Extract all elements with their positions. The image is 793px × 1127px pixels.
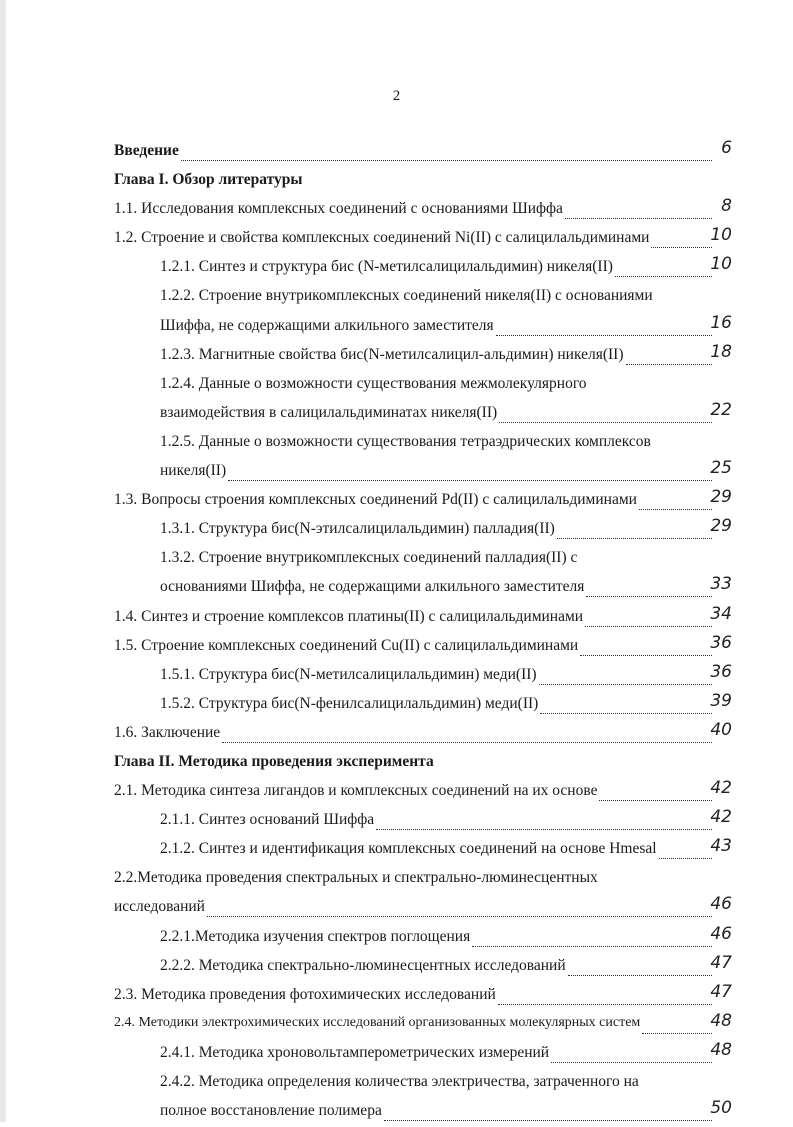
toc-entry-title: 2.1.1. Синтез оснований Шиффа xyxy=(160,811,375,829)
toc-page-number: 47 xyxy=(710,981,732,1002)
toc-entry-title: 1.2.3. Магнитные свойства бис(N-метилсалицил-альдимин) никеля(II) xyxy=(160,345,624,363)
toc-page-number: 10 xyxy=(710,254,732,275)
toc-entry-title: взаимодействия в салицилальдиминатах никеля(II) xyxy=(160,403,498,421)
toc-entry xyxy=(114,225,732,254)
toc-entry-title: 2.1. Методика синтеза лигандов и комплексных соединений на их основе xyxy=(114,782,598,800)
toc-entry xyxy=(114,807,732,836)
toc-leader-dots xyxy=(642,1015,712,1034)
toc-entry xyxy=(114,545,732,574)
toc-leader-dots xyxy=(384,1102,712,1121)
toc-entry-title: Глава II. Методика проведения эксперимента xyxy=(114,752,434,770)
toc-entry-title: 2.4.2. Методика определения количества электричества, затраченного на xyxy=(160,1073,639,1090)
toc-page-number: 10 xyxy=(710,225,732,246)
toc-page-number: 25 xyxy=(710,458,732,479)
toc-entry-title: никеля(II) xyxy=(160,462,227,480)
toc-entry xyxy=(114,254,732,283)
toc-leader-dots xyxy=(472,928,712,947)
toc-leader-dots xyxy=(498,986,712,1005)
toc-entry-title: 1.5.1. Структура бис(N-метилсалицилальдимин) меди(II) xyxy=(160,665,537,683)
toc-page-number: 29 xyxy=(710,487,732,508)
toc-leader-dots xyxy=(557,520,712,539)
toc-entry xyxy=(114,720,732,749)
toc-entry xyxy=(114,982,732,1011)
toc-entry xyxy=(114,196,732,225)
toc-leader-dots xyxy=(599,782,712,801)
toc-entry xyxy=(114,894,732,923)
scan-edge xyxy=(0,0,6,1122)
toc-entry xyxy=(114,1098,732,1127)
toc-entry xyxy=(114,865,732,894)
toc-entry-title: 1.4. Синтез и строение комплексов платины(II) с салицилальдиминами xyxy=(114,607,584,625)
toc-page-number: 48 xyxy=(710,1010,732,1031)
toc-entry xyxy=(114,371,732,400)
toc-page-number: 46 xyxy=(710,923,732,944)
toc-page-number: 33 xyxy=(710,574,732,595)
toc-leader-dots xyxy=(615,258,712,277)
toc-page-number: 42 xyxy=(710,807,732,828)
toc-leader-dots xyxy=(568,957,712,976)
toc-entry-title: 1.3.2. Строение внутрикомплексных соединений палладия(II) с xyxy=(160,549,578,567)
toc-entry-title: 1.2.2. Строение внутрикомплексных соединений никеля(II) с основаниями xyxy=(160,287,653,305)
toc-page-number: 43 xyxy=(710,836,732,857)
toc-leader-dots xyxy=(551,1044,712,1063)
toc-entry-title: 1.2.5. Данные о возможности существования тетраэдрических комплексов xyxy=(160,432,651,450)
toc-page-number: 36 xyxy=(710,632,732,653)
toc-leader-dots xyxy=(539,666,712,685)
toc-leader-dots xyxy=(181,142,712,161)
toc-page-number: 29 xyxy=(710,516,732,537)
toc-page-number: 39 xyxy=(710,690,732,711)
page-number: 2 xyxy=(392,88,401,104)
toc-page-number: 50 xyxy=(710,1098,732,1119)
toc-entry-title: полное восстановление полимера xyxy=(160,1102,382,1120)
toc-page-number: 42 xyxy=(710,778,732,799)
toc-entry xyxy=(114,778,732,807)
toc-entry xyxy=(114,604,732,633)
toc-entry-title: 2.2.1.Методика изучения спектров поглощения xyxy=(160,927,471,945)
toc-entry-title: 1.3. Вопросы строения комплексных соединений Pd(II) с салицилальдиминами xyxy=(114,491,637,509)
toc-entry-title: Введение xyxy=(114,142,179,159)
toc-entry xyxy=(114,487,732,516)
toc-entry xyxy=(114,953,732,982)
toc-entry xyxy=(114,458,732,487)
table-of-contents xyxy=(114,138,732,1127)
toc-entry xyxy=(114,516,732,545)
toc-entry xyxy=(114,342,732,371)
toc-entry-title: 1.3.1. Структура бис(N-этилсалицилальдимин) палладия(II) xyxy=(160,520,555,538)
toc-leader-dots xyxy=(639,491,712,510)
toc-entry-title: 1.5.2. Структура бис(N-фенилсалицилальдимин) меди(II) xyxy=(160,694,539,712)
toc-entry xyxy=(114,633,732,662)
toc-entry xyxy=(114,836,732,865)
toc-page-number: 22 xyxy=(710,399,732,420)
toc-page-number: 34 xyxy=(710,603,732,624)
toc-entry-title: 2.1.2. Синтез и идентификация комплексных соединений на основе Hmesal xyxy=(160,840,657,858)
toc-entry xyxy=(114,691,732,720)
toc-entry xyxy=(114,1069,732,1098)
toc-entry xyxy=(114,574,732,603)
toc-entry xyxy=(114,429,732,458)
toc-page-number: 36 xyxy=(710,661,732,682)
toc-page-number: 40 xyxy=(710,719,732,740)
toc-entry xyxy=(114,283,732,312)
toc-leader-dots xyxy=(499,404,712,423)
toc-entry-title: 1.2.1. Синтез и структура бис (N-метилсалицилальдимин) никеля(II) xyxy=(160,258,613,276)
toc-entry-title: 1.2. Строение и свойства комплексных соединений Ni(II) с салицилальдиминами xyxy=(114,229,650,247)
toc-leader-dots xyxy=(626,346,712,365)
toc-leader-dots xyxy=(580,637,712,656)
toc-entry xyxy=(114,662,732,691)
toc-entry xyxy=(114,400,732,429)
toc-entry-title: основаниями Шиффа, не содержащими алкильного заместителя xyxy=(160,578,585,596)
toc-entry xyxy=(114,167,732,196)
toc-entry xyxy=(114,1040,732,1069)
toc-leader-dots xyxy=(228,462,712,481)
toc-entry-title: исследований xyxy=(114,898,205,916)
toc-page-number: 47 xyxy=(710,952,732,973)
toc-entry xyxy=(114,138,732,167)
toc-entry-title: 2.2.2. Методика спектрально-люминесцентных исследований xyxy=(160,956,566,974)
toc-page-number: 6 xyxy=(721,138,732,158)
toc-leader-dots xyxy=(586,578,712,597)
toc-entry xyxy=(114,924,732,953)
toc-entry-title: 2.4. Методики электрохимических исследований организованных молекулярных систем xyxy=(114,1014,641,1030)
toc-leader-dots xyxy=(540,695,712,714)
toc-entry-title: 2.2.Методика проведения спектральных и спектрально-люминесцентных xyxy=(114,869,598,887)
toc-leader-dots xyxy=(565,200,712,219)
toc-entry xyxy=(114,1011,732,1040)
toc-leader-dots xyxy=(207,898,712,917)
toc-leader-dots xyxy=(222,724,712,743)
toc-entry-title: 2.3. Методика проведения фотохимических исследований xyxy=(114,985,496,1003)
toc-page-number: 16 xyxy=(710,312,732,333)
toc-page-number: 46 xyxy=(710,894,732,915)
toc-page-number: 18 xyxy=(710,341,732,362)
toc-leader-dots xyxy=(376,811,712,830)
toc-page-number: 8 xyxy=(721,196,732,217)
toc-leader-dots xyxy=(585,608,712,627)
toc-entry-title: 1.2.4. Данные о возможности существования межмолекулярного xyxy=(160,374,587,392)
toc-entry-title: Глава I. Обзор литературы xyxy=(114,171,303,189)
toc-page-number: 48 xyxy=(710,1039,732,1060)
toc-entry-title: 1.1. Исследования комплексных соединений с основаниями Шиффа xyxy=(114,200,563,218)
toc-entry-title: 1.6. Заключение xyxy=(114,723,221,741)
toc-entry xyxy=(114,313,732,342)
toc-leader-dots xyxy=(651,229,712,248)
toc-entry-title: 2.4.1. Методика хроновольтамперометрических измерений xyxy=(160,1043,550,1061)
toc-leader-dots xyxy=(496,317,712,336)
toc-entry-title: 1.5. Строение комплексных соединений Cu(II) с салицилальдиминами xyxy=(114,636,579,654)
toc-entry xyxy=(114,749,732,778)
toc-entry-title: Шиффа, не содержащими алкильного заместителя xyxy=(160,316,494,334)
